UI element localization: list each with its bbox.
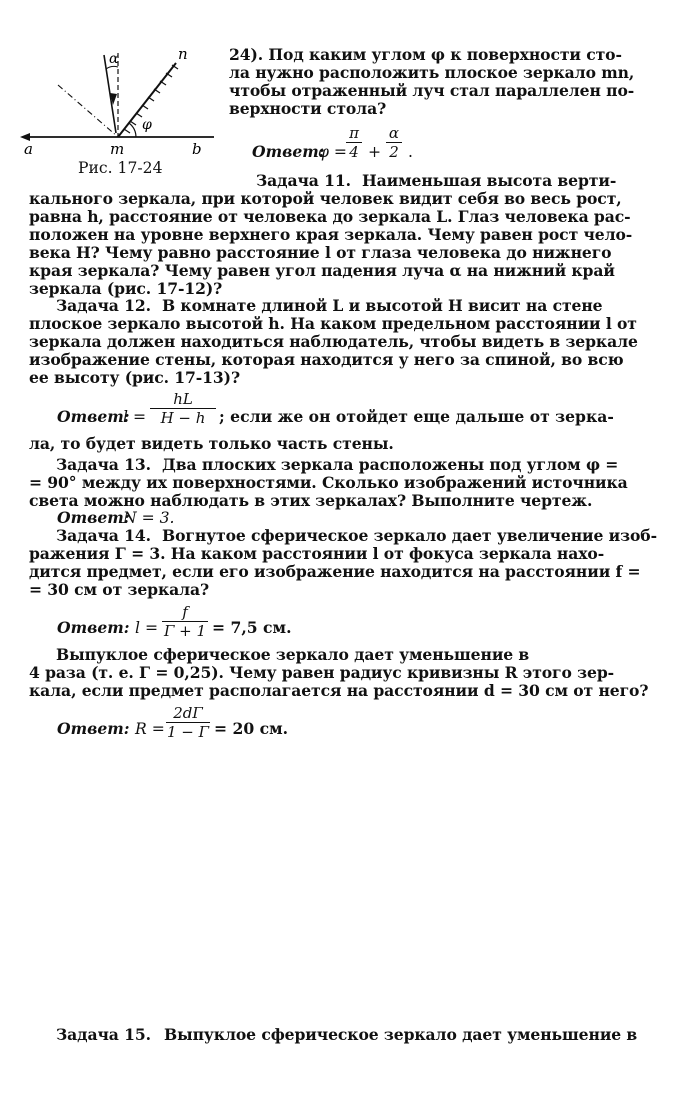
p11-line-6: края зеркала? Чему равен угол падения луча α на нижний край <box>29 261 615 280</box>
top-answer-end: . <box>408 143 413 161</box>
top-answer-label: Ответ: <box>252 142 325 161</box>
p14-answer-label: Ответ: <box>57 618 130 637</box>
p14-line-4: = 30 см от зеркала? <box>29 580 210 599</box>
p13-title: Задача 13. <box>56 455 151 474</box>
p15-footer-text: Выпуклое сферическое зеркало дает уменьшение в <box>164 1025 638 1044</box>
p12-line-2: плоское зеркало высотой h. На каком предельном расстоянии l от <box>29 314 637 333</box>
p14-title: Задача 14. <box>56 526 151 545</box>
p12-answer-lhs: l = <box>123 408 147 426</box>
p12-title: Задача 12. <box>56 296 151 315</box>
label-phi: φ <box>142 117 152 133</box>
p11-line-4: положен на уровне верхнего края зеркала. Чему равен рост чело- <box>29 225 633 244</box>
p15-line-3: кала, если предмет располагается на расстоянии d = 30 см от него? <box>29 681 649 700</box>
p12-line-3: зеркала должен находиться наблюдатель, чтобы видеть в зеркале <box>29 332 638 351</box>
top-frac-2 <box>386 124 402 161</box>
p12-line-5: ее высоту (рис. 17-13)? <box>29 368 240 387</box>
top-plus: + <box>368 143 382 161</box>
p11-line-3: равна h, расстояние от человека до зеркала L. Глаз человека рас- <box>29 207 631 226</box>
p15-frac-den: 1 − Γ <box>166 723 210 741</box>
top-line-1: 24). Под каким углом φ к поверхности сто- <box>229 45 622 64</box>
p13-line-1: Два плоских зеркала расположены под углом φ = <box>162 455 619 474</box>
p15-line-2: 4 раза (т. е. Γ = 0,25). Чему равен радиус кривизны R этого зер- <box>29 663 614 682</box>
p12-frac-den: H − h <box>160 409 206 427</box>
p12-answer-line-2: ла, то будет видеть только часть стены. <box>29 434 394 453</box>
p12-line-4: изображение стены, которая находится у него за спиной, во всю <box>29 350 624 369</box>
p13-answer-label: Ответ: <box>57 508 130 527</box>
top-frac-2-num: α <box>386 124 402 143</box>
p15-line-1: Выпуклое сферическое зеркало дает уменьшение в <box>56 645 530 664</box>
p14-answer-tail: = 7,5 см. <box>212 618 292 637</box>
p12-frac-num: hL <box>150 390 216 409</box>
p15-frac-num: 2dΓ <box>166 704 210 723</box>
p14-frac-num: f <box>162 603 208 622</box>
label-alpha: α <box>109 51 119 67</box>
p11-line-5: века H? Чему равно расстояние l от глаза человека до нижнего <box>29 243 612 262</box>
label-n: n <box>178 45 188 63</box>
p14-line-1: Вогнутое сферическое зеркало дает увеличение изоб- <box>162 526 657 545</box>
p12-frac <box>150 390 216 427</box>
figure-caption: Рис. 17-24 <box>78 159 163 177</box>
p13-line-2: = 90° между их поверхностями. Сколько изображений источника <box>29 473 628 492</box>
p12-answer-tail: ; если же он отойдет еще дальше от зерка- <box>219 407 614 426</box>
top-frac-1-num: π <box>346 124 362 143</box>
p15-frac <box>166 704 210 741</box>
label-a: a <box>24 140 33 158</box>
label-b: b <box>192 140 202 158</box>
p13-answer: N = 3. <box>123 509 175 527</box>
p11-line-2: кального зеркала, при которой человек видит себя во весь рост, <box>29 189 622 208</box>
p13-line-3: света можно наблюдать в этих зеркалах? Выполните чертеж. <box>29 491 593 510</box>
phi-arc <box>129 123 136 137</box>
p15-footer-title: Задача 15. <box>56 1025 151 1044</box>
p14-frac-den: Γ + 1 <box>163 622 207 640</box>
p15-answer-lhs: R = <box>135 720 165 738</box>
top-line-4: верхности стола? <box>229 99 387 118</box>
top-frac-2-den: 2 <box>389 143 399 161</box>
p14-line-3: дится предмет, если его изображение находится на расстоянии f = <box>29 562 641 581</box>
p11-line-1: Наименьшая высота верти- <box>362 171 617 190</box>
p11-line-7: зеркала (рис. 17-12)? <box>29 279 223 298</box>
label-m: m <box>110 140 125 158</box>
p15-answer-label: Ответ: <box>57 719 130 738</box>
p12-line-1: В комнате длиной L и высотой H висит на стене <box>162 296 603 315</box>
p14-frac <box>162 603 208 640</box>
top-frac-1 <box>346 124 362 161</box>
p14-line-2: ражения Γ = 3. На каком расстоянии l от фокуса зеркала нахо- <box>29 544 605 563</box>
top-line-2: ла нужно расположить плоское зеркало mn, <box>229 63 635 82</box>
top-line-3: чтобы отраженный луч стал параллелен по- <box>229 81 635 100</box>
p14-answer-lhs: l = <box>135 619 159 637</box>
p11-title: Задача 11. <box>256 171 351 190</box>
p15-answer-tail: = 20 см. <box>214 719 289 738</box>
p12-answer-label: Ответ: <box>57 407 130 426</box>
top-frac-1-den: 4 <box>349 143 359 161</box>
top-answer-lhs: φ = <box>318 143 347 161</box>
normal-dashed-line <box>58 85 118 137</box>
